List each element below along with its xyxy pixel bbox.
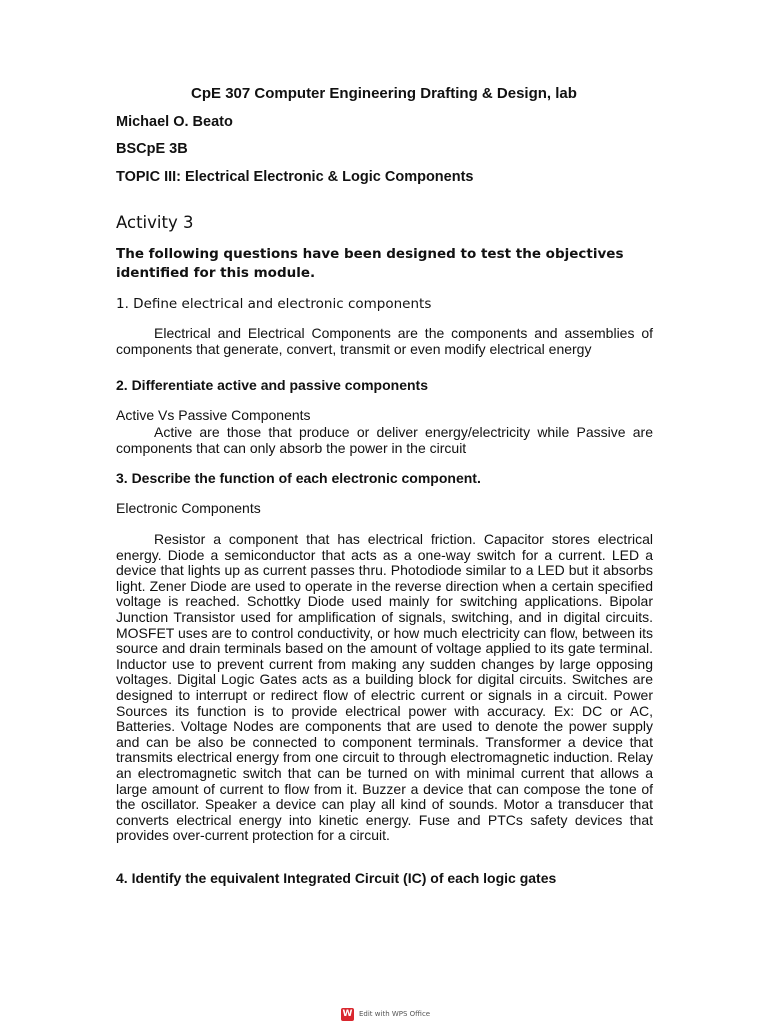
question-2-subheading: Active Vs Passive Components: [116, 407, 311, 423]
answer-3: [116, 532, 653, 844]
wps-logo-icon: W: [342, 1008, 353, 1019]
answer-1-text: Electrical and Electrical Components are the components and assemblies of components that generate, convert, transmit or even modify electrical energy: [116, 325, 653, 357]
answer-2-text: Active are those that produce or deliver energy/electricity while Passive are components that can only absorb the power in the circuit: [116, 424, 653, 456]
question-4: 4. Identify the equivalent Integrated Circuit (IC) of each logic gates: [116, 870, 557, 886]
activity-title: Activity 3: [116, 213, 194, 232]
activity-intro: The following questions have been designed to test the objectives identified for this module.: [116, 246, 624, 281]
question-1: 1. Define electrical and electronic components: [116, 296, 432, 312]
topic-title: TOPIC III: Electrical Electronic & Logic Components: [116, 169, 474, 185]
wps-footer-text: Edit with WPS Office: [359, 1010, 431, 1018]
answer-1: [116, 326, 653, 357]
course-title: CpE 307 Computer Engineering Drafting & Design, lab: [191, 85, 577, 102]
answer-2: [116, 425, 653, 456]
question-3: 3. Describe the function of each electronic component.: [116, 470, 481, 486]
answer-3-text: Resistor a component that has electrical friction. Capacitor stores electrical energy. Diode a semiconductor that acts as a one-way switch for a current. LED a device that lights up as current passes thru. Photodiode similar to a LED but it absorbs light. Zener Diode are used to operate in the reverse direction when a certain specified voltage is reached. Schottky Diode used mainly for switching applications. Bipolar Junction Transistor used for amplification of signals, switching, and in digital circuits. MOSFET uses are to control conductivity, or how much electricity can flow, between its source and drain terminals based on the amount of voltage applied to its gate terminal. Inductor use to prevent current from making any sudden changes by large opposing voltages. Digital Logic Gates acts as a building block for digital circuits. Switches are designed to interrupt or redirect flow of electric current or signals in a circuit. Power Sources its function is to provide electrical power with accuracy. Ex: DC or AC, Batteries. Voltage Nodes are components that are used to denote the power supply and can be also be connected to component terminals. Transformer a device that transmits electrical energy from one circuit to through electromagnetic induction. Relay an electromagnetic switch that can be turned on with minimal current that allows a large amount of current to flow from it. Buzzer a device that can compose the tone of the oscillator. Speaker a device can play all kind of sounds. Motor a transducer that converts electrical energy into kinetic energy. Fuse and PTCs safety devices that provides over-current protection for a circuit.: [116, 531, 653, 844]
question-2: 2. Differentiate active and passive components: [116, 377, 428, 393]
student-name: Michael O. Beato: [116, 114, 233, 130]
wps-footer: [341, 1006, 430, 1022]
question-3-subheading: Electronic Components: [116, 500, 261, 516]
section-label: BSCpE 3B: [116, 141, 188, 157]
